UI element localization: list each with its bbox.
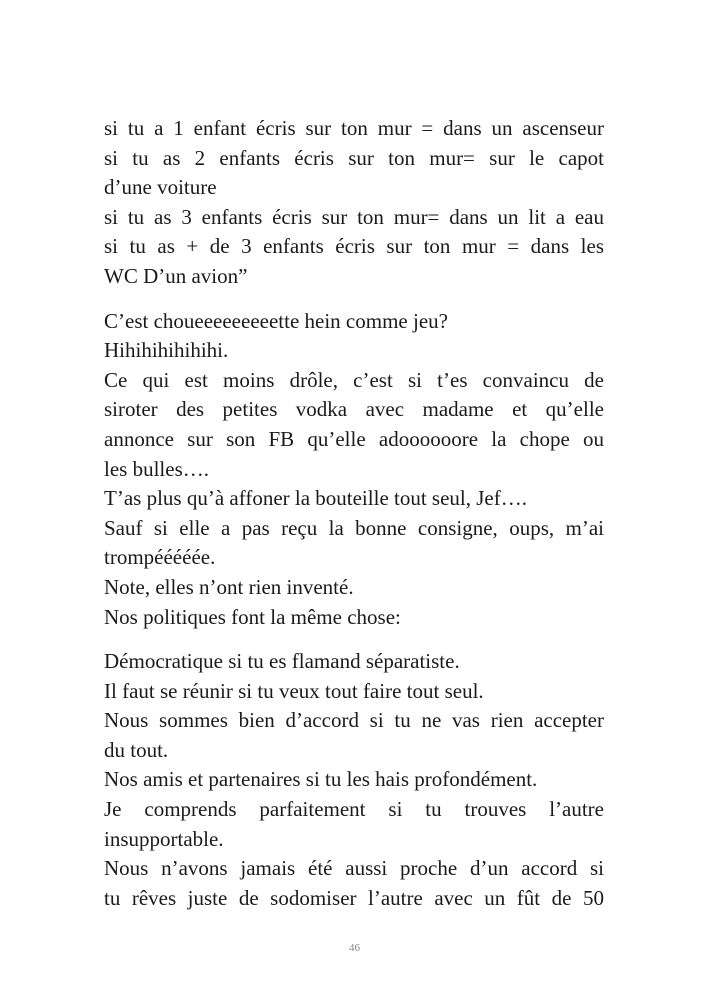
- paragraph-gap: [104, 632, 604, 647]
- text-line: T’as plus qu’à affoner la bouteille tout seul, Jef….: [104, 486, 527, 511]
- text-line: Nous sommes bien d’accord si tu ne vas rien accepter: [104, 708, 604, 733]
- text-line: si tu as + de 3 enfants écris sur ton mur = dans les: [104, 234, 604, 259]
- paragraph: [104, 647, 604, 913]
- text-line: Nos amis et partenaires si tu les hais profondément.: [104, 767, 538, 792]
- text-line: du tout.: [104, 737, 169, 762]
- paragraph: [104, 307, 604, 633]
- text-line: Sauf si elle a pas reçu la bonne consigne, oups, m’ai: [104, 515, 604, 540]
- text-line: Nos politiques font la même chose:: [104, 604, 401, 629]
- text-line: Hihihihihihihi.: [104, 338, 229, 363]
- text-line: insupportable.: [104, 826, 224, 851]
- paragraph: [104, 114, 604, 292]
- page-number: 46: [349, 942, 360, 954]
- body-text: [104, 114, 604, 913]
- text-line: trompééééée.: [104, 545, 216, 570]
- text-line: si tu as 3 enfants écris sur ton mur= dans un lit a eau: [104, 204, 604, 229]
- text-line: WC D’un avion”: [104, 263, 248, 288]
- text-line: Ce qui est moins drôle, c’est si t’es convaincu de: [104, 367, 604, 392]
- text-line: C’est choueeeeeeeeette hein comme jeu?: [104, 308, 448, 333]
- text-line: Note, elles n’ont rien inventé.: [104, 574, 354, 599]
- text-line: annonce sur son FB qu’elle adoooooore la chope ou: [104, 426, 604, 451]
- text-line: si tu as 2 enfants écris sur ton mur= sur le capot: [104, 145, 604, 170]
- text-line: tu rêves juste de sodomiser l’autre avec un fût de 50: [104, 885, 604, 910]
- text-line: Je comprends parfaitement si tu trouves l’autre: [104, 797, 604, 822]
- text-line: d’une voiture: [104, 175, 217, 200]
- text-line: Nous n’avons jamais été aussi proche d’un accord si: [104, 856, 604, 881]
- text-line: les bulles….: [104, 456, 209, 481]
- text-line: Démocratique si tu es flamand séparatiste.: [104, 649, 460, 674]
- text-line: si tu a 1 enfant écris sur ton mur = dans un ascenseur: [104, 116, 604, 140]
- paragraph-gap: [104, 292, 604, 307]
- text-line: siroter des petites vodka avec madame et qu’elle: [104, 397, 604, 422]
- text-line: Il faut se réunir si tu veux tout faire tout seul.: [104, 678, 484, 703]
